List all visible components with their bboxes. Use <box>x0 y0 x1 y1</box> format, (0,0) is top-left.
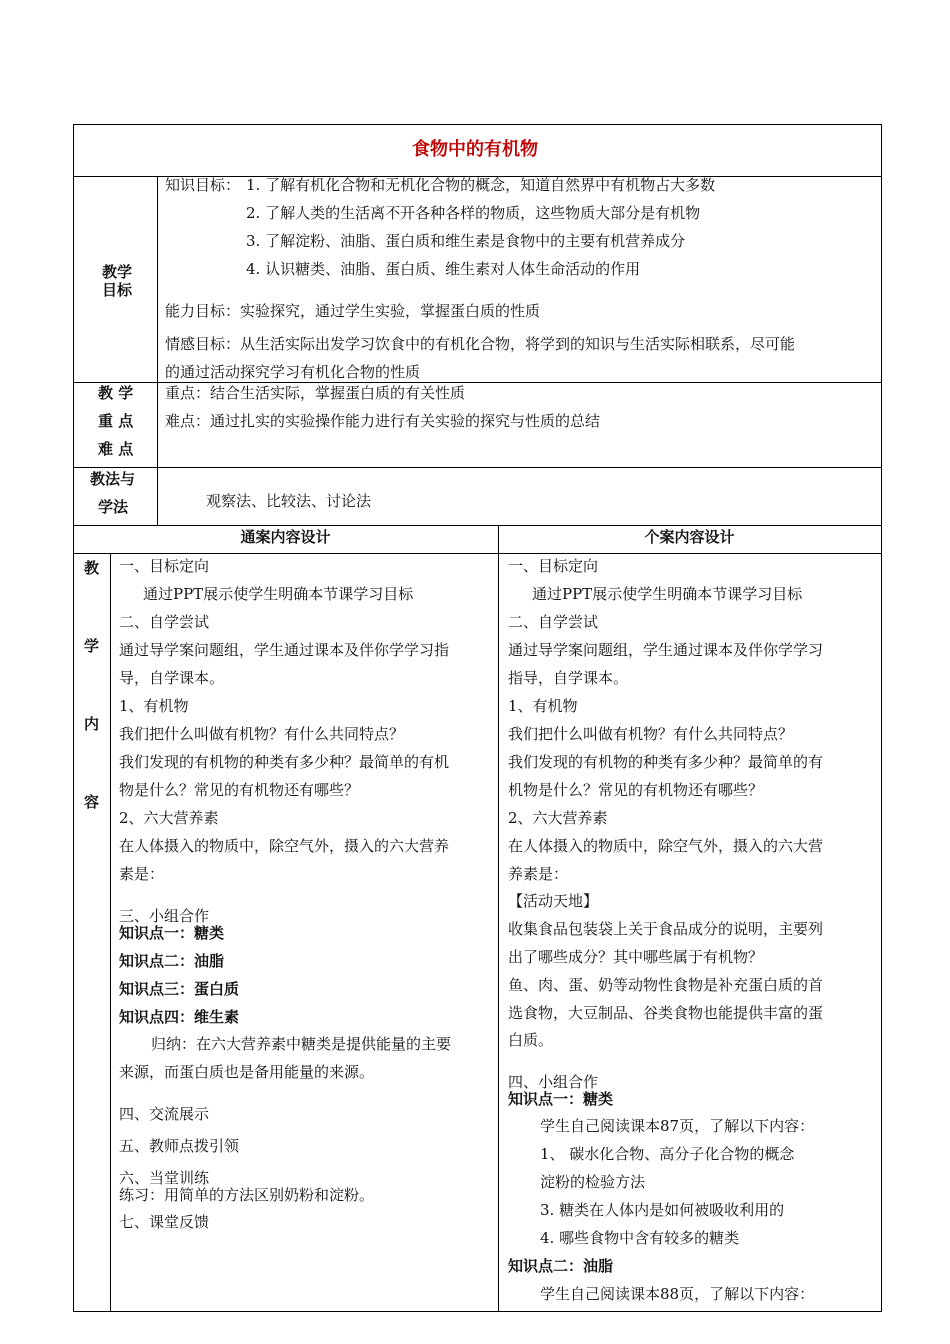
right-line-10: 2、六大营养素 <box>508 809 608 827</box>
table-bottom-border <box>73 1311 882 1312</box>
keypoints-label-line1: 教 学 <box>98 384 134 402</box>
left-column-header: 通案内容设计 <box>240 528 331 546</box>
left-line-6: 1、有机物 <box>119 697 189 715</box>
right-line-18: 白质。 <box>508 1031 554 1049</box>
left-line-7: 我们把什么叫做有机物？有什么共同特点？ <box>119 725 405 743</box>
right-line-5: 指导，自学课本。 <box>508 669 629 687</box>
side-label-char-2: 学 <box>84 637 100 655</box>
left-line-13: 三、小组合作 <box>119 907 210 925</box>
knowledge-item-2: 2. 了解人类的生活离不开各种各样的物质，这些物质大部分是有机物 <box>246 204 701 222</box>
knowledge-item-3: 3. 了解淀粉、油脂、蛋白质和维生素是食物中的主要有机营养成分 <box>246 232 686 250</box>
objectives-label-line1: 教学 <box>102 263 133 281</box>
side-label-char-4: 容 <box>84 793 100 811</box>
side-label-char-3: 内 <box>84 715 100 733</box>
right-line-13: 【活动天地】 <box>508 892 599 910</box>
right-line-3: 二、自学尝试 <box>508 613 599 631</box>
left-line-4: 通过导学案问题组，学生通过课本及伴你学学习指 <box>119 641 450 659</box>
right-line-21: 1、 碳水化合物、高分子化合物的概念 <box>540 1145 795 1163</box>
emotion-objective-line1: 情感目标：从生活实际出发学习饮食中的有机化合物，将学到的知识与生活实际相联系，尽可能 <box>165 335 796 353</box>
left-line-3: 二、自学尝试 <box>119 613 210 631</box>
left-line-10: 2、六大营养素 <box>119 809 219 827</box>
right-knowledge-2: 知识点二：油脂 <box>508 1257 614 1275</box>
right-line-12: 养素是： <box>508 865 569 883</box>
keypoints-label-line3: 难 点 <box>98 440 134 458</box>
header-row-bottom <box>73 553 882 554</box>
objectives-label-line2: 目标 <box>102 281 133 299</box>
left-summary-2: 来源，而蛋白质也是备用能量的来源。 <box>119 1063 375 1081</box>
table-left-border <box>73 124 74 1312</box>
left-line-5: 导，自学课本。 <box>119 669 225 687</box>
right-line-7: 我们把什么叫做有机物？有什么共同特点？ <box>508 725 794 743</box>
right-column-header: 个案内容设计 <box>644 528 735 546</box>
right-line-19: 四、小组合作 <box>508 1073 599 1091</box>
key-point: 重点：结合生活实际，掌握蛋白质的有关性质 <box>165 384 466 402</box>
right-line-8: 我们发现的有机物的种类有多少种？最简单的有 <box>508 753 824 771</box>
right-line-16: 鱼、肉、蛋、奶等动物性食物是补充蛋白质的首 <box>508 976 824 994</box>
right-line-14: 收集食品包装袋上关于食品成分的说明，主要列 <box>508 920 824 938</box>
right-knowledge-1: 知识点一：糖类 <box>508 1090 614 1108</box>
left-line-2: 通过PPT展示使学生明确本节课学习目标 <box>143 585 414 603</box>
left-line-16: 六、当堂训练 <box>119 1169 210 1187</box>
keypoints-label-line2: 重 点 <box>98 412 134 430</box>
left-line-1: 一、目标定向 <box>119 557 210 575</box>
knowledge-item-4: 4. 认识糖类、油脂、蛋白质、维生素对人体生命活动的作用 <box>246 260 641 278</box>
emotion-objective-line2: 的通过活动探究学习有机化合物的性质 <box>165 363 421 381</box>
left-line-9: 物是什么？常见的有机物还有哪些？ <box>119 781 360 799</box>
left-line-14: 四、交流展示 <box>119 1105 210 1123</box>
right-line-11: 在人体摄入的物质中，除空气外，摄入的六大营 <box>508 837 824 855</box>
methods-label-line2: 学法 <box>98 498 129 516</box>
left-summary-1: 归纳：在六大营养素中糖类是提供能量的主要 <box>151 1035 452 1053</box>
left-line-8: 我们发现的有机物的种类有多少种？最简单的有机 <box>119 753 450 771</box>
left-knowledge-2: 知识点二：油脂 <box>119 952 225 970</box>
table-right-border <box>881 124 882 1312</box>
right-line-23: 3. 糖类在人体内是如何被吸收利用的 <box>540 1201 785 1219</box>
ability-objective: 能力目标：实验探究，通过学生实验，掌握蛋白质的性质 <box>165 302 541 320</box>
right-line-2: 通过PPT展示使学生明确本节课学习目标 <box>532 585 803 603</box>
right-line-15: 出了哪些成分？其中哪些属于有机物？ <box>508 948 764 966</box>
right-line-24: 4. 哪些食物中含有较多的糖类 <box>540 1229 740 1247</box>
right-line-1: 一、目标定向 <box>508 557 599 575</box>
left-line-17: 练习：用简单的方法区别奶粉和淀粉。 <box>119 1186 375 1204</box>
side-label-divider <box>110 553 111 1312</box>
table-top-border <box>73 124 882 125</box>
left-line-15: 五、教师点拨引领 <box>119 1137 240 1155</box>
left-knowledge-4: 知识点四：维生素 <box>119 1008 240 1026</box>
right-line-22: 淀粉的检验方法 <box>540 1173 646 1191</box>
left-line-11: 在人体摄入的物质中，除空气外，摄入的六大营养 <box>119 837 450 855</box>
right-line-25: 学生自己阅读课本88页，了解以下内容： <box>540 1285 815 1303</box>
right-line-4: 通过导学案问题组，学生通过课本及伴你学学习 <box>508 641 824 659</box>
side-label-char-1: 教 <box>84 559 100 577</box>
difficult-point: 难点：通过扎实的实验操作能力进行有关实验的探究与性质的总结 <box>165 412 601 430</box>
left-line-12: 素是： <box>119 865 165 883</box>
keypoints-row-bottom <box>73 467 882 468</box>
page-title: 食物中的有机物 <box>412 139 538 160</box>
methods-label-line1: 教法与 <box>90 470 136 488</box>
methods-content: 观察法、比较法、讨论法 <box>206 492 372 510</box>
right-line-9: 机物是什么？常见的有机物还有哪些？ <box>508 781 764 799</box>
knowledge-item-1: 1. 了解有机化合物和无机化合物的概念，知道自然界中有机物占大多数 <box>246 176 716 194</box>
right-line-17: 选食物，大豆制品、谷类食物也能提供丰富的蛋 <box>508 1004 824 1022</box>
left-line-18: 七、课堂反馈 <box>119 1213 210 1231</box>
methods-row-bottom <box>73 525 882 526</box>
label-column-divider <box>157 176 158 526</box>
right-line-20: 学生自己阅读课本87页，了解以下内容： <box>540 1117 815 1135</box>
middle-column-divider <box>498 525 499 1312</box>
right-line-6: 1、有机物 <box>508 697 578 715</box>
left-knowledge-3: 知识点三：蛋白质 <box>119 980 240 998</box>
left-knowledge-1: 知识点一：糖类 <box>119 924 225 942</box>
knowledge-prefix: 知识目标： <box>165 176 241 194</box>
